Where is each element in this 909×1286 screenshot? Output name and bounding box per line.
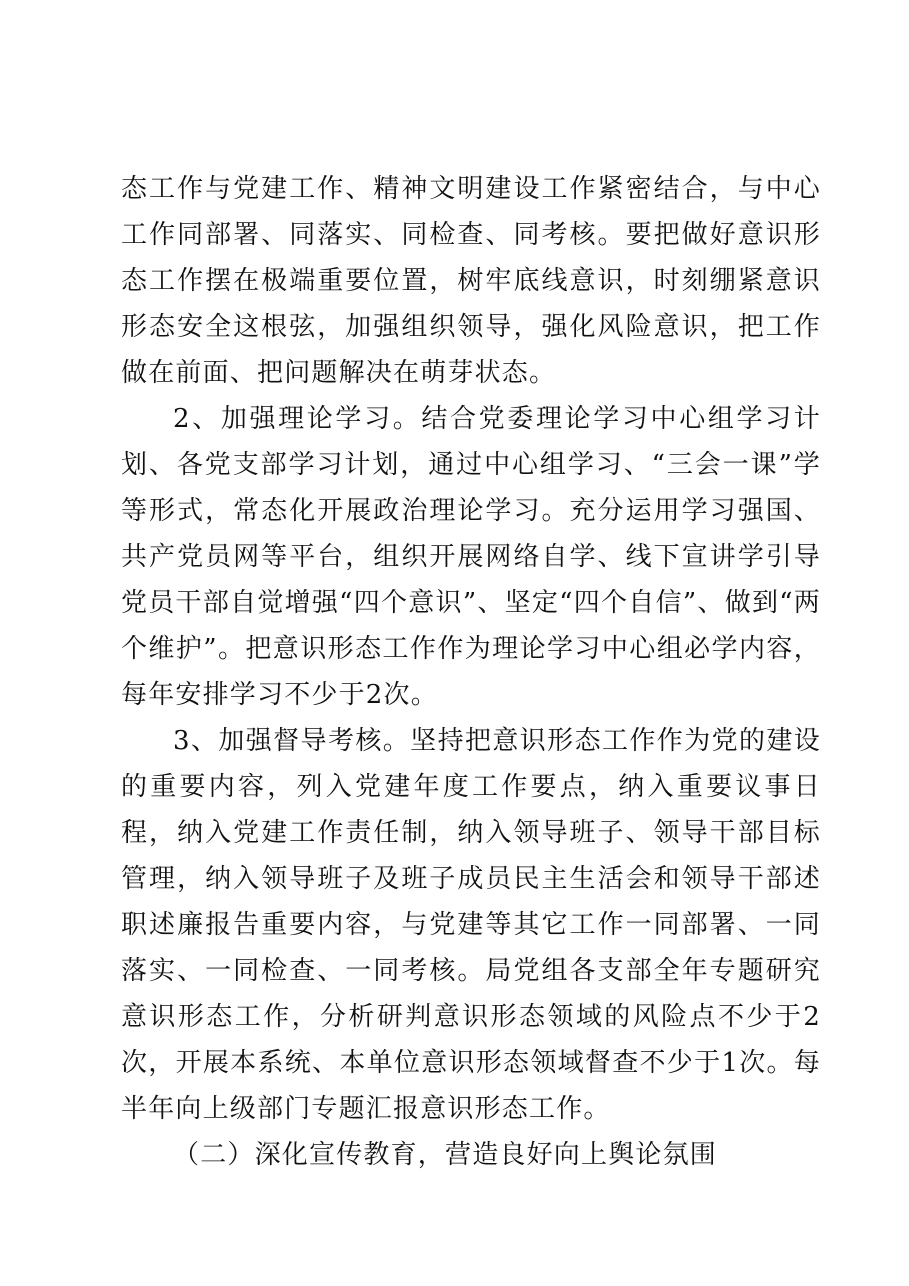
paragraph-supervision: 3、加强督导考核。坚持把意识形态工作作为党的建设的重要内容，列入党建年度工作要点，纳入重要议事日程，纳入党建工作责任制，纳入领导班子、领导干部目标管理，纳入领导班子及班子成员民主生活会和领导干部述职述廉报告重要内容，与党建等其它工作一同部署、一同落实、一同检查、一同考核。局党组各支部全年专题研究意识形态工作，分析研判意识形态领域的风险点不少于2次，开展本系统、本单位意识形态领域督查不少于1次。每半年向上级部门专题汇报意识形态工作。 <box>121 726 821 1124</box>
document-body <box>121 166 821 1178</box>
paragraph-theory-study: 2、加强理论学习。结合党委理论学习中心组学习计划、各党支部学习计划，通过中心组学习、“三会一课”学等形式，常态化开展政治理论学习。充分运用学习强国、共产党员网等平台，组织开展网络自学、线下宣讲学引导党员干部自觉增强“四个意识”、坚定“四个自信”、做到“两个维护”。把意识形态工作作为理论学习中心组必学内容，每年安排学习不少于2次。 <box>121 404 821 710</box>
section-heading: （二）深化宣传教育，营造良好向上舆论氛围 <box>173 1140 718 1170</box>
paragraph-continuation: 态工作与党建工作、精神文明建设工作紧密结合，与中心工作同部署、同落实、同检查、同考核。要把做好意识形态工作摆在极端重要位置，树牢底线意识，时刻绷紧意识形态安全这根弦，加强组织领导，强化风险意识，把工作做在前面、把问题解决在萌芽状态。 <box>121 174 821 388</box>
